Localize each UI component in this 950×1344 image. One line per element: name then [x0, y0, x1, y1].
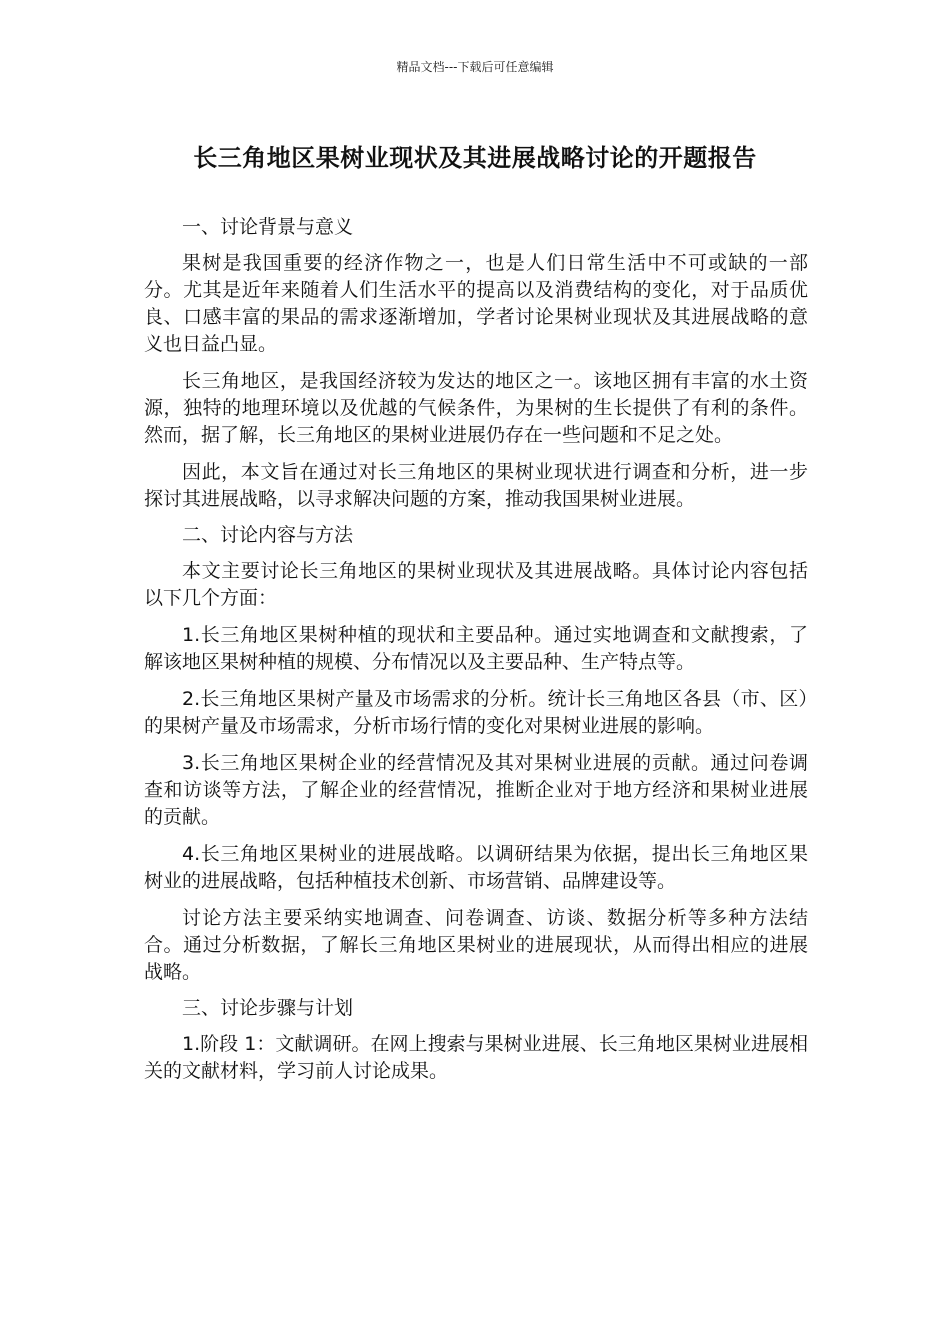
- paragraph-background-3: 因此，本文旨在通过对长三角地区的果树业现状进行调查和分析，进一步探讨其进展战略，以寻求解决问题的方案，推动我国果树业进展。: [144, 461, 808, 510]
- paragraph-background-2: 长三角地区，是我国经济较为发达的地区之一。该地区拥有丰富的水土资源，独特的地理环境以及优越的气候条件，为果树的生长提供了有利的条件。然而，据了解，长三角地区的果树业进展仍存在一些问题和不足之处。: [144, 370, 808, 446]
- page-header-note: 精品文档---下载后可任意编辑: [396, 60, 554, 74]
- paragraph-methods: 讨论方法主要采纳实地调查、问卷调查、访谈、数据分析等多种方法结合。通过分析数据，了解长三角地区果树业的进展现状，从而得出相应的进展战略。: [144, 907, 808, 983]
- list-item-content-1: 1.长三角地区果树种植的现状和主要品种。通过实地调查和文献搜索，了解该地区果树种植的规模、分布情况以及主要品种、生产特点等。: [144, 624, 808, 673]
- list-item-content-2: 2.长三角地区果树产量及市场需求的分析。统计长三角地区各县（市、区）的果树产量及市场需求，分析市场行情的变化对果树业进展的影响。: [144, 688, 808, 737]
- paragraph-background-1: 果树是我国重要的经济作物之一，也是人们日常生活中不可或缺的一部分。尤其是近年来随着人们生活水平的提高以及消费结构的变化，对于品质优良、口感丰富的果品的需求逐渐增加，学者讨论果树业现状及其进展战略的意义也日益凸显。: [144, 252, 808, 355]
- section-heading-steps-plan: 三、讨论步骤与计划: [182, 997, 354, 1019]
- paragraph-content-intro: 本文主要讨论长三角地区的果树业现状及其进展战略。具体讨论内容包括以下几个方面：: [144, 560, 808, 609]
- list-item-content-4: 4.长三角地区果树业的进展战略。以调研结果为依据，提出长三角地区果树业的进展战略，包括种植技术创新、市场营销、品牌建设等。: [144, 843, 808, 892]
- section-heading-content-method: 二、讨论内容与方法: [182, 524, 354, 546]
- list-item-step-1: 1.阶段 1：文献调研。在网上搜索与果树业进展、长三角地区果树业进展相关的文献材料，学习前人讨论成果。: [144, 1033, 808, 1082]
- document-body: [144, 214, 808, 1085]
- section-heading-background: 一、讨论背景与意义: [182, 216, 354, 238]
- list-item-content-3: 3.长三角地区果树企业的经营情况及其对果树业进展的贡献。通过问卷调查和访谈等方法，了解企业的经营情况，推断企业对于地方经济和果树业进展的贡献。: [144, 752, 808, 828]
- document-title: 长三角地区果树业现状及其进展战略讨论的开题报告: [193, 144, 757, 172]
